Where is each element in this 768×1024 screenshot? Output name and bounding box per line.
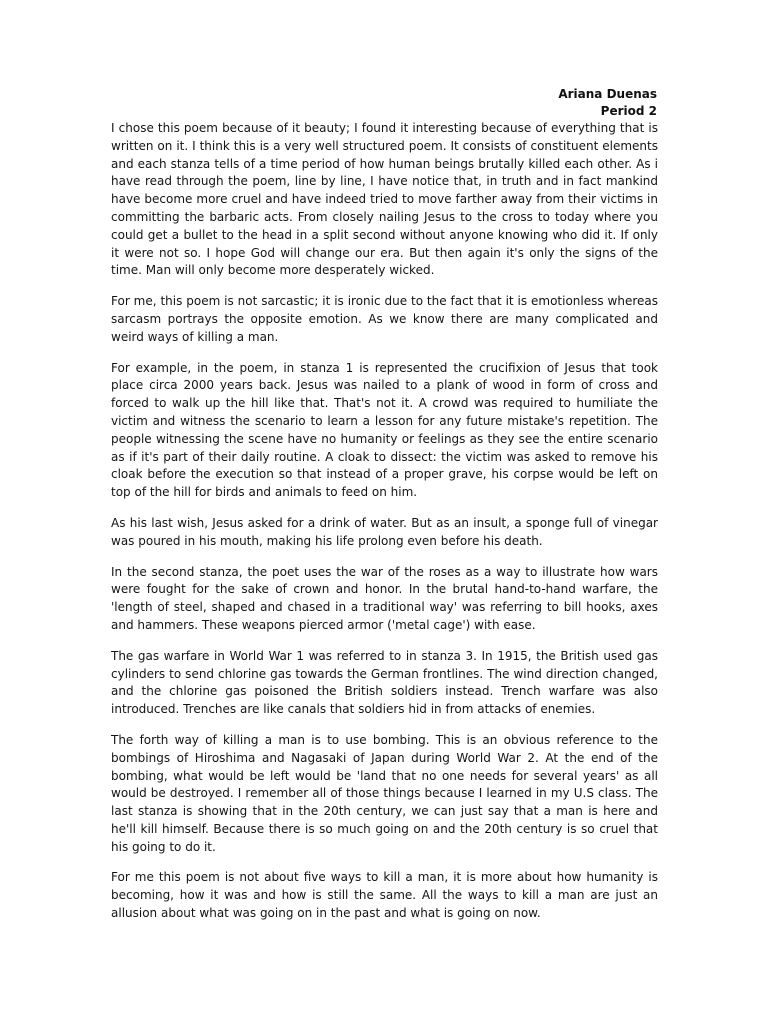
paragraph-8: For me this poem is not about five ways to kill a man, it is more about how humanity is becoming, how it was and how is still the same. All the ways to kill a man are just an allusion about what was going on in the past and what is going on now. <box>111 870 658 921</box>
paragraph-3: For example, in the poem, in stanza 1 is represented the crucifixion of Jesus that took place circa 2000 years back. Jesus was nailed to a plank of wood in form of cross and forced to walk up the hill like that. That's not it. A crowd was required to humiliate the victim and witness the scenario to learn a lesson for any future mistake's repetition. The people witnessing the scene have no humanity or feelings as they see the entire scenario as if it's part of their daily routine. A cloak to dissect: the victim was asked to remove his cloak before the execution so that instead of a proper grave, his corpse would be left on top of the hill for birds and animals to feed on him. <box>111 360 658 500</box>
paragraph-2: For me, this poem is not sarcastic; it is ironic due to the fact that it is emotionless whereas sarcasm portrays the opposite emotion. As we know there are many complicated and weird ways of killing a man. <box>111 294 658 344</box>
paragraph-6: The gas warfare in World War 1 was referred to in stanza 3. In 1915, the British used gas cylinders to send chlorine gas towards the German frontlines. The wind direction changed, and the chlorine gas poisoned the British soldiers instead. Trench warfare was also introduced. Trenches are like canals that soldiers hid in from attacks of enemies. <box>111 648 658 717</box>
author-name: Ariana Duenas <box>558 87 657 101</box>
class-period: Period 2 <box>600 104 657 118</box>
document-header <box>558 86 657 120</box>
paragraph-7: The forth way of killing a man is to use bombing. This is an obvious reference to the bombings of Hiroshima and Nagasaki of Japan during World War 2. At the end of the bombing, what would be left would be 'land that no one needs for several years' as all would be destroyed. I remember all of those things because I learned in my U.S class. The last stanza is showing that in the 20th century, we can just say that a man is here and he'll kill himself. Because there is so much going on and the 20th century is so cruel that his going to do it. <box>111 732 658 854</box>
paragraph-5: In the second stanza, the poet uses the war of the roses as a way to illustrate how wars were fought for the sake of crown and honor. In the brutal hand-to-hand warfare, the 'length of steel, shaped and chased in a traditional way' was referring to bill hooks, axes and hammers. These weapons pierced armor ('metal cage') with ease. <box>111 564 658 632</box>
essay-body <box>111 120 658 936</box>
paragraph-1: I chose this poem because of it beauty; I found it interesting because of everything that is written on it. I think this is a very well structured poem. It consists of constituent elements and each stanza tells of a time period of how human beings brutally killed each other. As i have read through the poem, line by line, I have notice that, in truth and in fact mankind have become more cruel and have indeed tried to move farther away from their victims in committing the barbaric acts. From closely nailing Jesus to the cross to today where you could get a bullet to the head in a split second without anyone knowing who did it. If only it were not so. I hope God will change our era. But then again it's only the signs of the time. Man will only become more desperately wicked. <box>111 121 658 278</box>
paragraph-4: As his last wish, Jesus asked for a drink of water. But as an insult, a sponge full of vinegar was poured in his mouth, making his life prolong even before his death. <box>111 515 658 548</box>
